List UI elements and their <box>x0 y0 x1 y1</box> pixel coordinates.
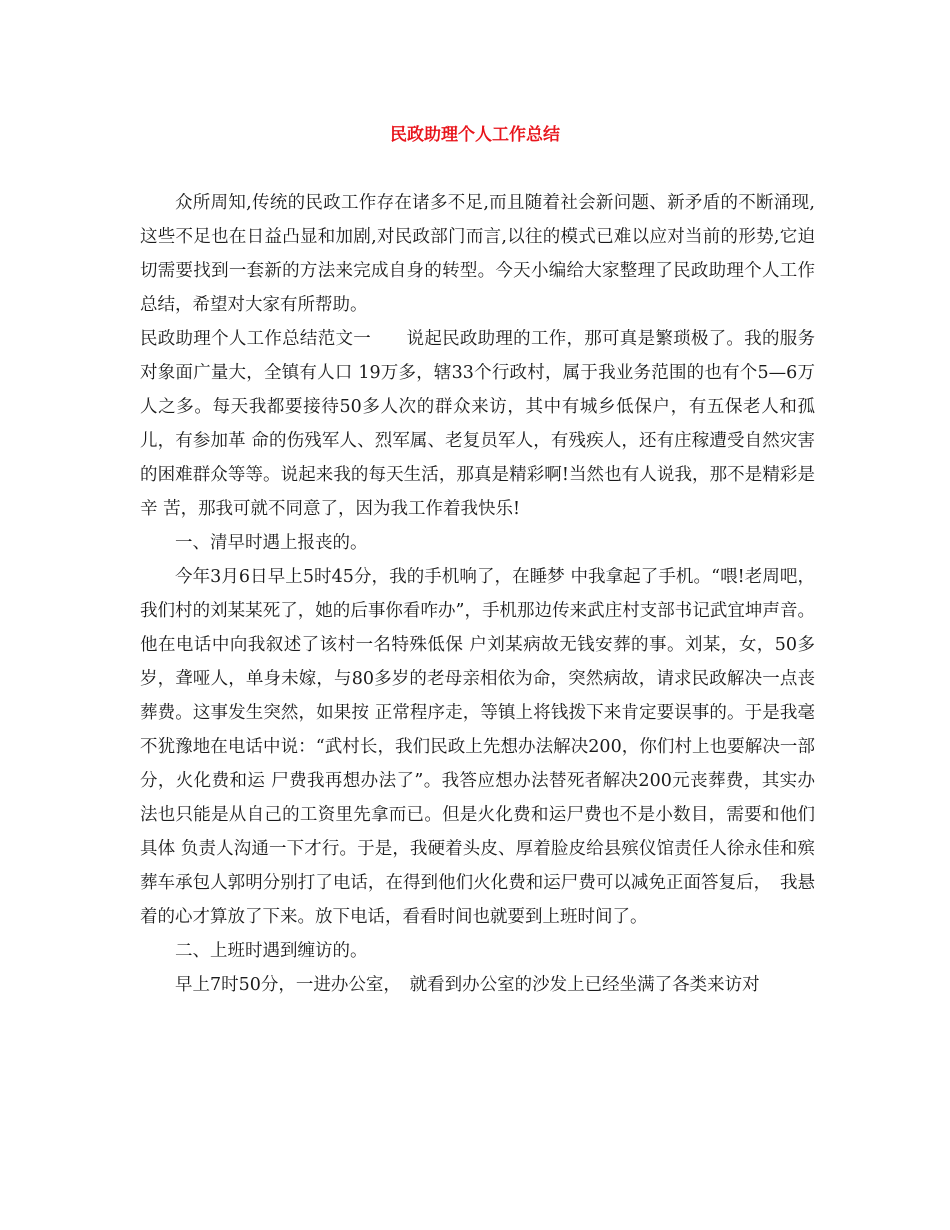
paragraph-section-two: 早上7时50分，一进办公室， 就看到办公室的沙发上已经坐满了各类来访对 <box>175 975 760 995</box>
paragraph-sample-one: 民政助理个人工作总结范文一 说起民政助理的工作，那可真是繁琐极了。我的服务对象面广量大，全镇有人口 19万多，辖33个行政村，属于我业务范围的也有个5—6万人之多。每天我都要接待50多人次的群众来访，其中有城乡低保户，有五保老人和孤儿，有参加革 命的伤残军人、烈军属、老复员军人，有残疾人，还有庄稼遭受自然灾害的困难群众等等。说起来我的每天生活，那真是精彩啊!当然也有人说我，那不是精彩是辛 苦，那我可就不同意了，因为我工作着我快乐! <box>140 329 815 519</box>
document-body <box>140 186 815 1002</box>
document-title: 民政助理个人工作总结 <box>390 125 560 145</box>
section-heading-two: 二、上班时遇到缠访的。 <box>175 941 368 961</box>
paragraph-intro: 众所周知,传统的民政工作存在诸多不足,而且随着社会新问题、新矛盾的不断涌现,这些不足也在日益凸显和加剧,对民政部门而言,以往的模式已难以应对当前的形势,它迫切需要找到一套新的方法来完成自身的转型。今天小编给大家整理了民政助理个人工作总结，希望对大家有所帮助。 <box>140 193 815 315</box>
section-heading-one: 一、清早时遇上报丧的。 <box>175 533 368 553</box>
paragraph-section-one: 今年3月6日早上5时45分，我的手机响了，在睡梦 中我拿起了手机。“喂!老周吧，我们村的刘某某死了，她的后事你看咋办”，手机那边传来武庄村支部书记武宜坤声音。他在电话中向我叙述了该村一名特殊低保 户刘某病故无钱安葬的事。刘某，女，50多岁，聋哑人，单身未嫁，与80多岁的老母亲相依为命，突然病故，请求民政解决一点丧葬费。这事发生突然，如果按 正常程序走，等镇上将钱拨下来肯定要误事的。于是我毫不犹豫地在电话中说：“武村长，我们民政上先想办法解决200，你们村上也要解决一部分，火化费和运 尸费我再想办法了”。我答应想办法替死者解决200元丧葬费，其实办法也只能是从自己的工资里先拿而已。但是火化费和运尸费也不是小数目，需要和他们具体 负责人沟通一下才行。于是，我硬着头皮、厚着脸皮给县殡仪馆责任人徐永佳和殡葬车承包人郭明分别打了电话，在得到他们火化费和运尸费可以减免正面答复后， 我悬着的心才算放了下来。放下电话，看看时间也就要到上班时间了。 <box>140 567 815 927</box>
